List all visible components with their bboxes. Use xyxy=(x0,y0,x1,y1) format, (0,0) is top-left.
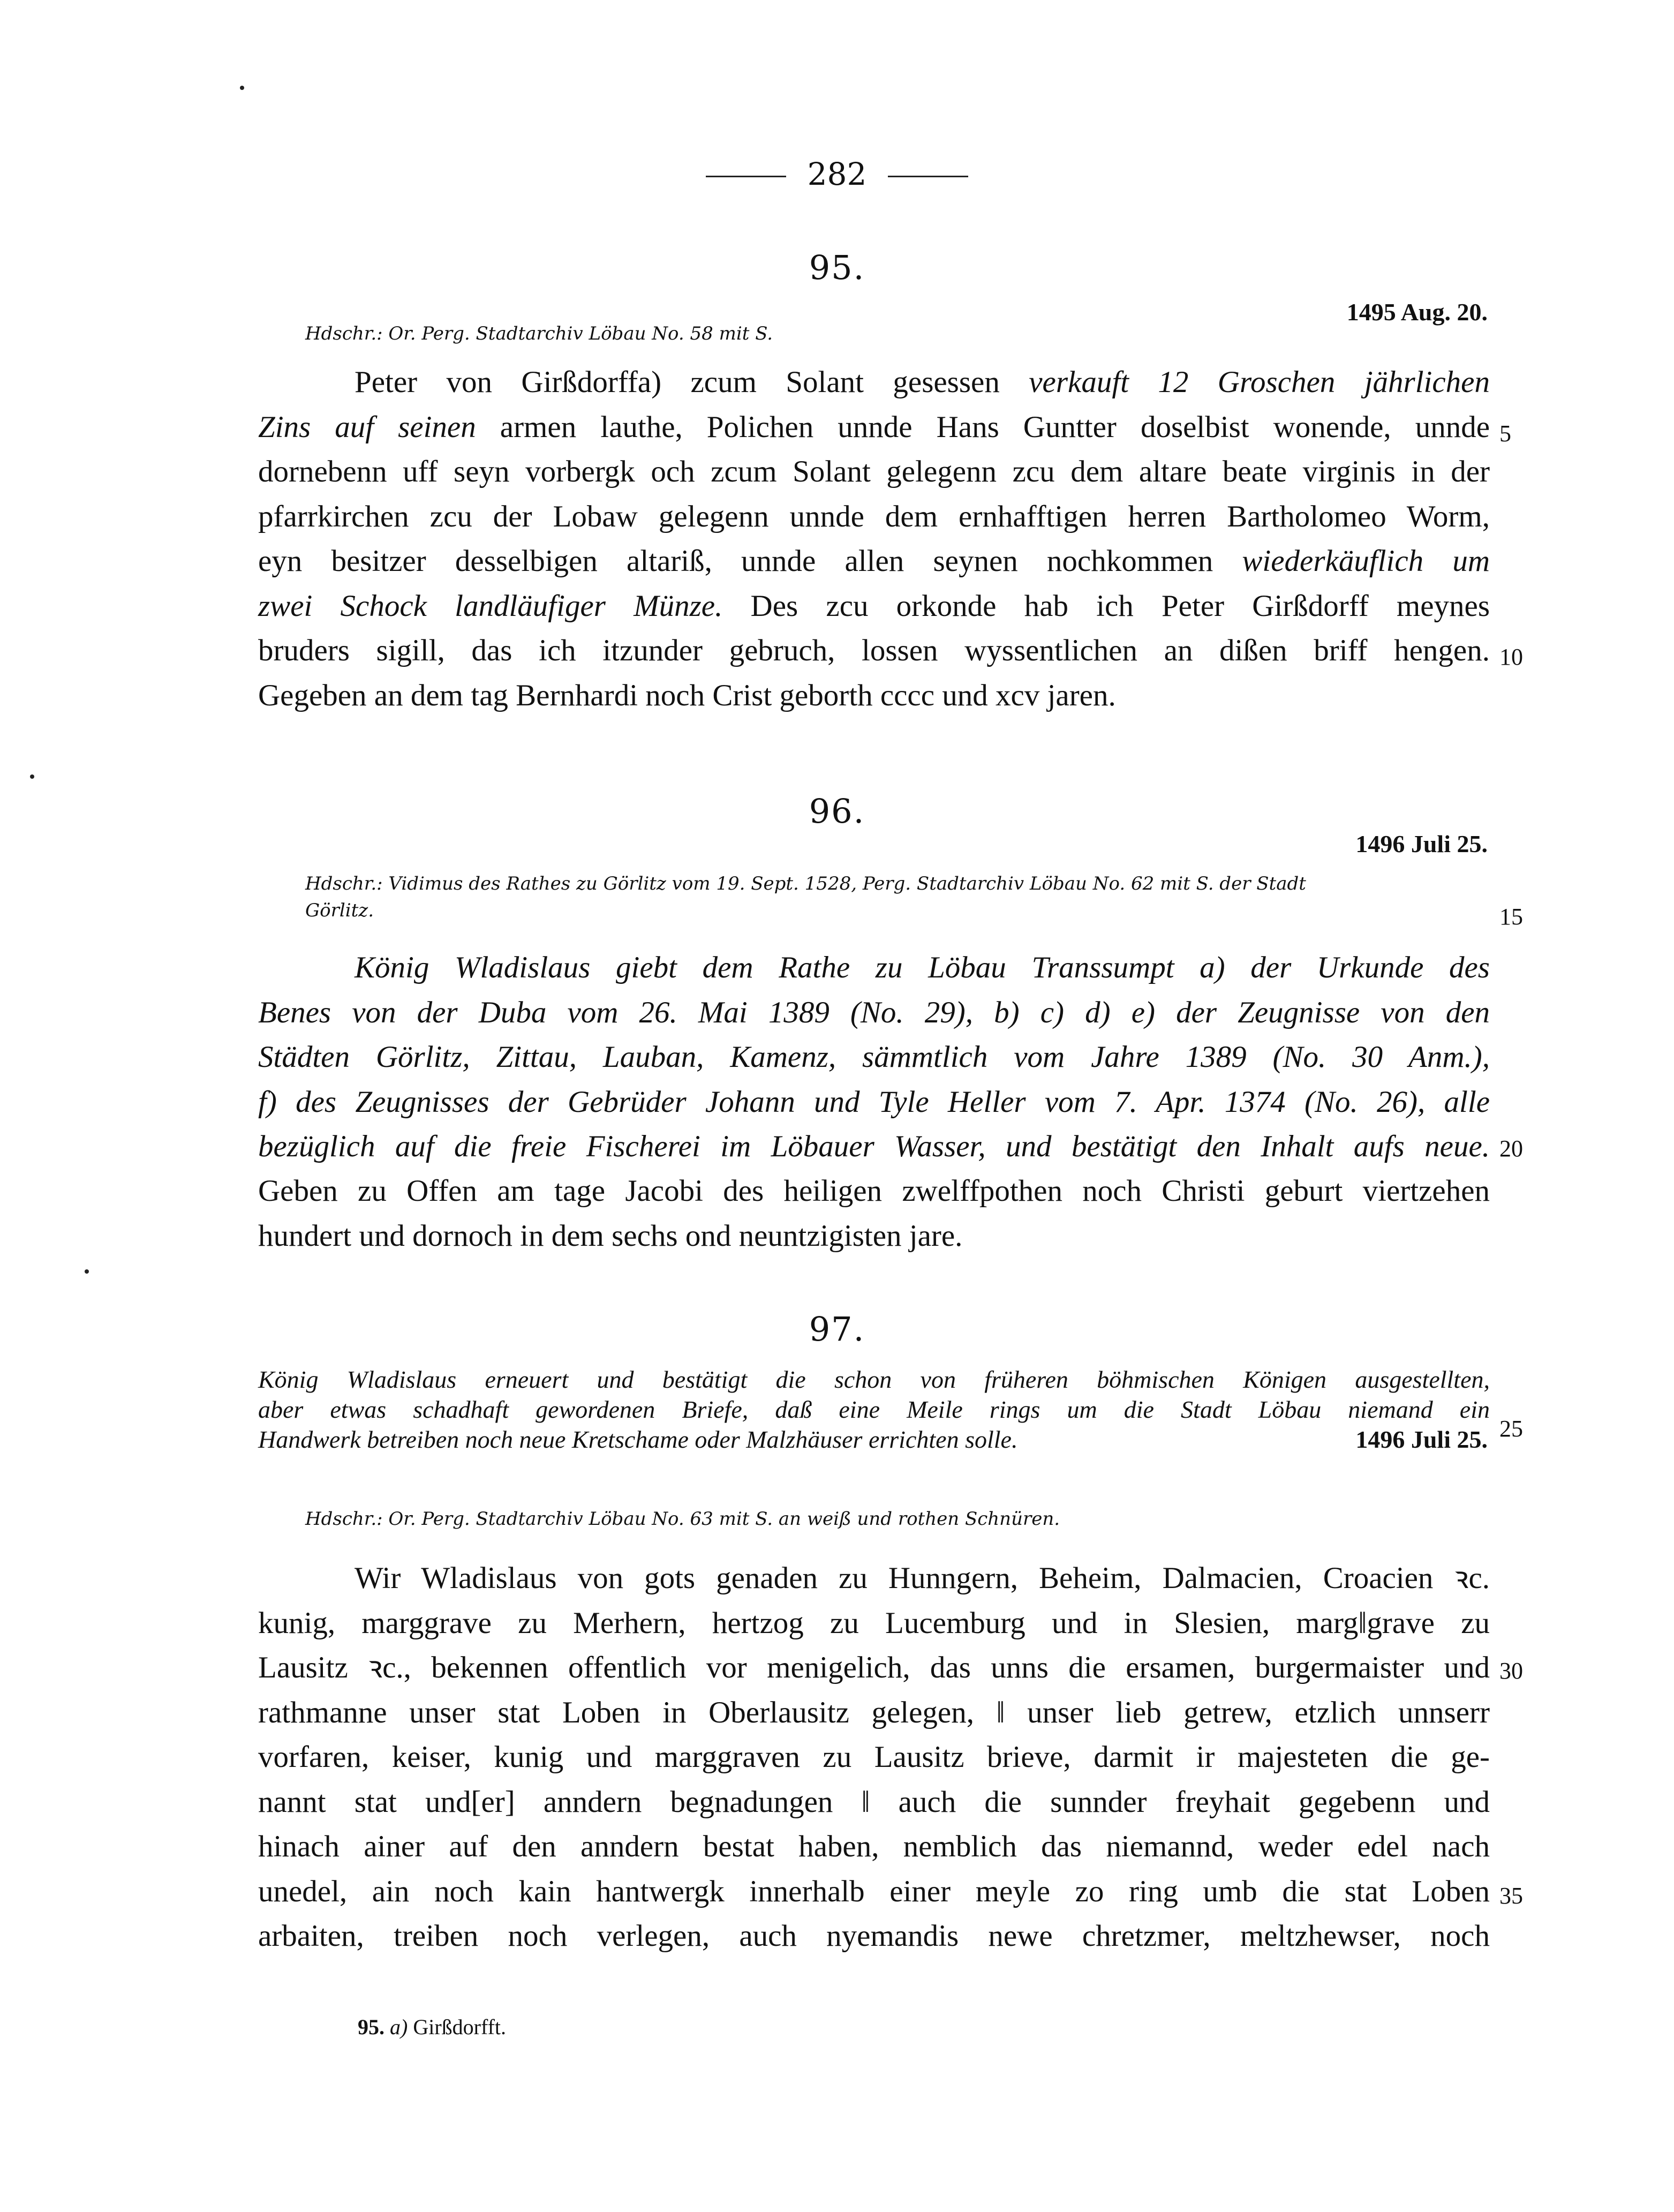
doc-96-text xyxy=(258,1169,1490,1258)
text-line: zwei Schock landläufiger Münze. Des zcu orkonde hab ich Peter Girßdorff meynes xyxy=(258,589,1490,623)
doc-95-source: Hdschr.: Or. Perg. Stadtarchiv Löbau No. 58 mit S. xyxy=(305,323,773,344)
text-line: nannt stat und[er] anndern begnadungen ‖ auch die sunnder freyhait gegebenn und xyxy=(258,1785,1490,1819)
summary-line: König Wladislaus giebt dem Rathe zu Löbau Transsumpt a) der Urkunde des xyxy=(355,951,1490,984)
text-line: Gegeben an dem tag Bernhardi noch Crist geborth cccc und xcv jaren. xyxy=(258,678,1116,712)
doc-96-date: 1496 Juli 25. xyxy=(1355,830,1488,857)
text-line: hundert und dornoch in dem sechs ond neuntzigisten jare. xyxy=(258,1218,963,1253)
source-line: Görlitz. xyxy=(305,900,374,921)
summary-line: Benes von der Duba vom 26. Mai 1389 (No. 29), b) c) d) e) der Zeugnisse von den xyxy=(258,995,1490,1029)
header-rule-left xyxy=(706,176,786,177)
text-line: kunig, marggrave zu Merhern, hertzog zu Lucemburg und in Slesien, marg‖grave zu xyxy=(258,1606,1490,1640)
doc-95-date: 1495 Aug. 20. xyxy=(1346,298,1488,326)
source-line: Hdschr.: Vidimus des Rathes zu Görlitz vom 19. Sept. 1528, Perg. Stadtarchiv Löbau No. 62 mit S. der Stadt xyxy=(305,873,1306,894)
line-number-10: 10 xyxy=(1499,644,1523,670)
page-header xyxy=(0,155,1674,193)
doc-95-text xyxy=(258,360,1490,718)
text-line: dornebenn uff seyn vorbergk och zcum Solant gelegenn zcu dem altare beate virginis in der xyxy=(258,455,1490,488)
line-number-15: 15 xyxy=(1499,904,1523,930)
summary-line: aber etwas schadhaft gewordenen Briefe, daß eine Meile rings um die Stadt Löbau niemand ein xyxy=(258,1396,1490,1423)
summary-line: König Wladislaus erneuert und bestätigt die schon von früheren böhmischen Königen ausgestellten, xyxy=(258,1366,1490,1393)
summary-line: f) des Zeugnisses der Gebrüder Johann und Tyle Heller vom 7. Apr. 1374 (No. 26), alle xyxy=(258,1085,1490,1119)
text-line: bruders sigill, das ich itzunder gebruch, lossen wyssentlichen an dißen briff hengen. xyxy=(258,634,1490,667)
text-line: Geben zu Offen am tage Jacobi des heiligen zwelffpothen noch Christi geburt viertzehen xyxy=(258,1174,1490,1208)
doc-95-number: 95. xyxy=(809,248,865,287)
summary-line: bezüglich auf die freie Fischerei im Löbauer Wasser, und bestätigt den Inhalt aufs neue. xyxy=(258,1130,1490,1163)
doc-97-summary xyxy=(258,1365,1490,1455)
doc-96-summary xyxy=(258,945,1490,1169)
text-line: Lausitz ꝛc., bekennen offentlich vor menigelich, das unns die ersamen, burgermaister und xyxy=(258,1651,1490,1684)
text-line: eyn besitzer desselbigen altariß, unnde allen seynen nochkommen wiederkäuflich um xyxy=(258,544,1490,578)
print-speck xyxy=(85,1269,89,1274)
text-line: unedel, ain noch kain hantwergk innerhalb einer meyle zo ring umb die stat Loben xyxy=(258,1874,1490,1908)
footnote-ref: 95. xyxy=(358,2015,384,2039)
doc-96-number: 96. xyxy=(809,792,865,831)
text-line: hinach ainer auf den anndern bestat haben, nemblich das niemannd, weder edel nach xyxy=(258,1830,1490,1863)
line-number-35: 35 xyxy=(1499,1883,1523,1909)
line-number-5: 5 xyxy=(1499,420,1511,447)
doc-97-number: 97. xyxy=(809,1310,865,1349)
print-speck xyxy=(30,774,34,779)
footnote-mark: a) xyxy=(390,2015,408,2039)
footnote xyxy=(358,2014,506,2041)
summary-line: Städten Görlitz, Zittau, Lauban, Kamenz, sämmtlich vom Jahre 1389 (No. 30 Anm.), xyxy=(258,1040,1490,1074)
text-line: Wir Wladislaus von gots genaden zu Hunngern, Beheim, Dalmacien, Croacien ꝛc. xyxy=(355,1561,1490,1595)
text-line: Zins auf seinen armen lauthe, Polichen unnde Hans Guntter doselbist wonende, unnde xyxy=(258,410,1490,444)
footnote-text: Girßdorfft. xyxy=(413,2015,506,2039)
doc-97-date: 1496 Juli 25. xyxy=(1355,1426,1488,1453)
print-speck xyxy=(240,86,244,90)
page-number: 282 xyxy=(807,156,867,192)
text-line: vorfaren, keiser, kunig und marggraven zu Lausitz brieve, darmit ir majesteten die ge- xyxy=(258,1740,1490,1774)
text-line: rathmanne unser stat Loben in Oberlausitz gelegen, ‖ unser lieb getrew, etzlich unnserr xyxy=(258,1695,1490,1729)
summary-line: Handwerk betreiben noch neue Kretschame oder Malzhäuser errichten solle. xyxy=(258,1426,1018,1453)
line-number-20: 20 xyxy=(1499,1135,1523,1162)
text-line: arbaiten, treiben noch verlegen, auch nyemandis newe chretzmer, meltzhewser, noch xyxy=(258,1919,1490,1953)
doc-96-source xyxy=(305,870,1483,924)
doc-97-source: Hdschr.: Or. Perg. Stadtarchiv Löbau No. 63 mit S. an weiß und rothen Schnüren. xyxy=(305,1508,1060,1530)
text-line: Peter von Girßdorffa) zcum Solant gesessen verkauft 12 Groschen jährlichen xyxy=(355,365,1490,399)
doc-97-text xyxy=(258,1556,1490,1959)
line-number-25: 25 xyxy=(1499,1416,1523,1442)
text-line: pfarrkirchen zcu der Lobaw gelegenn unnde dem ernhafftigen herren Bartholomeo Worm, xyxy=(258,499,1490,533)
line-number-30: 30 xyxy=(1499,1658,1523,1684)
header-rule-right xyxy=(888,176,968,177)
